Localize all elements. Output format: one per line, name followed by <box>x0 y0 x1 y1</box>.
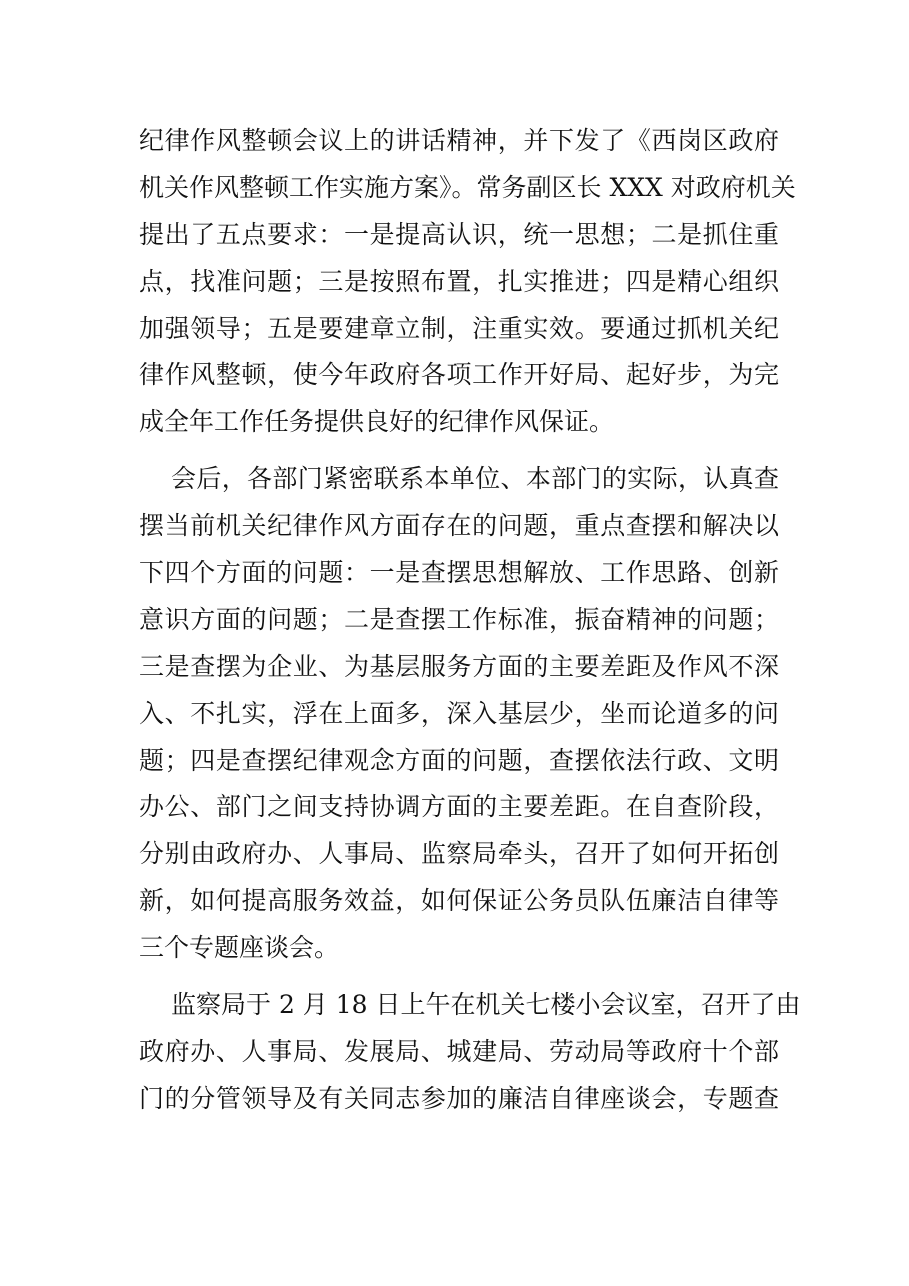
text-line: 成全年工作任务提供良好的纪律作风保证。 <box>139 407 615 437</box>
text-line: 律作风整顿，使今年政府各项工作开好局、起好步，为完 <box>139 360 779 390</box>
paragraph-1 <box>139 118 796 446</box>
text-line: 纪律作风整顿会议上的讲话精神，并下发了《西岗区政府 <box>139 126 779 155</box>
text-line: 机关作风整顿工作实施方案》。常务副区长 XXX 对政府机关 <box>139 172 796 202</box>
text-line: 办公、部门之间支持协调方面的主要差距。在自查阶段， <box>139 792 779 822</box>
paragraph-3 <box>139 982 801 1123</box>
document-body <box>139 118 801 1123</box>
text-line: 分别由政府办、人事局、监察局牵头，召开了如何开拓创 <box>139 839 779 869</box>
text-line: 点，找准问题；三是按照布置，扎实推进；四是精心组织 <box>139 266 779 296</box>
text-line: 提出了五点要求：一是提高认识，统一思想；二是抓住重 <box>139 219 779 249</box>
text-line: 三个专题座谈会。 <box>139 933 340 963</box>
paragraph-2 <box>139 456 779 972</box>
paragraph-gap <box>139 972 779 982</box>
text-line: 题；四是查摆纪律观念方面的问题，查摆依法行政、文明 <box>139 745 779 775</box>
text-line: 加强领导；五是要建章立制，注重实效。要通过抓机关纪 <box>139 313 779 343</box>
text-line: 门的分管领导及有关同志参加的廉洁自律座谈会，专题查 <box>139 1083 779 1113</box>
text-line: 下四个方面的问题：一是查摆思想解放、工作思路、创新 <box>139 558 779 588</box>
text-line: 监察局于 2 月 18 日上午在机关七楼小会议室，召开了由 <box>171 990 801 1020</box>
text-line: 政府办、人事局、发展局、城建局、劳动局等政府十个部 <box>139 1036 779 1066</box>
text-line: 新，如何提高服务效益，如何保证公务员队伍廉洁自律等 <box>139 886 779 916</box>
text-line: 三是查摆为企业、为基层服务方面的主要差距及作风不深 <box>139 651 779 681</box>
text-line: 入、不扎实，浮在上面多，深入基层少，坐而论道多的问 <box>139 698 779 728</box>
text-line: 摆当前机关纪律作风方面存在的问题，重点查摆和解决以 <box>139 511 779 541</box>
text-line: 意识方面的问题；二是查摆工作标准，振奋精神的问题； <box>139 604 779 634</box>
paragraph-gap <box>139 446 779 456</box>
text-line: 会后，各部门紧密联系本单位、本部门的实际，认真查 <box>171 464 779 494</box>
